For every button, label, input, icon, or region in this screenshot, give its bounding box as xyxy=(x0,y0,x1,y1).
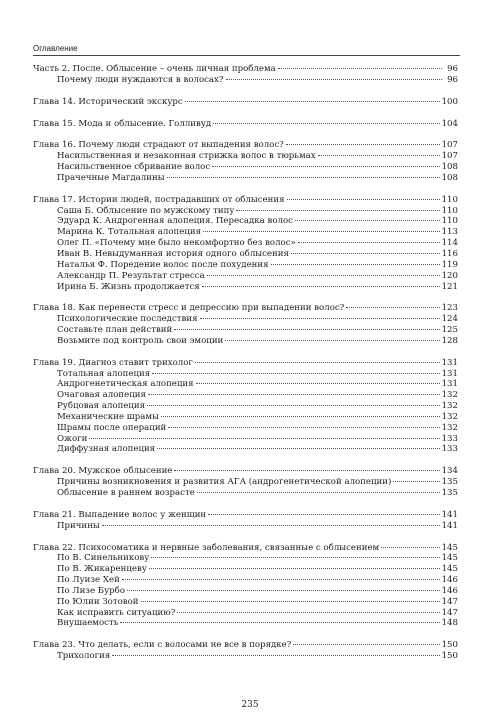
dot-leader xyxy=(152,373,439,374)
entry-title: Почему люди нуждаются в волосах? xyxy=(57,74,224,85)
dot-leader xyxy=(147,405,440,406)
dot-leader xyxy=(271,264,440,265)
entry-title: Как исправить ситуацию? xyxy=(57,607,176,618)
entry-title: Глава 19. Диагноз ставит трихолог xyxy=(33,357,193,368)
entry-title: Глава 23. Что делать, если с волосами не все в порядке? xyxy=(33,640,292,651)
entry-title: Рубцовая алопеция xyxy=(57,401,146,412)
toc-subentry xyxy=(33,434,458,445)
toc-subentry xyxy=(33,249,458,260)
toc-subentry xyxy=(33,151,458,162)
toc-chapter-entry xyxy=(33,140,458,151)
entry-title: Глава 15. Мода и облысение. Голливуд xyxy=(33,118,212,129)
toc-chapter-entry xyxy=(33,510,458,521)
header-rule xyxy=(33,55,460,56)
dot-leader xyxy=(200,318,440,319)
dot-leader xyxy=(141,601,440,602)
toc-chapter-entry xyxy=(33,97,458,108)
entry-title: Очаговая алопеция xyxy=(57,390,146,401)
entry-title: Глава 14. Исторический экскурс xyxy=(33,96,183,107)
toc-chapter-entry xyxy=(33,640,458,651)
entry-title: По В. Жикаренцеву xyxy=(57,564,147,575)
entry-page-number: 148 xyxy=(441,618,458,629)
entry-page-number: 107 xyxy=(441,140,458,151)
entry-page-number: 110 xyxy=(441,194,458,205)
entry-title: Глава 17. Истории людей, пострадавших от облысения xyxy=(33,194,285,205)
dot-leader xyxy=(102,525,440,526)
entry-title: По Юлии Зотовой xyxy=(57,596,139,607)
entry-title: Марина К. Тотальная алопеция xyxy=(57,227,202,238)
toc-group xyxy=(33,543,458,630)
toc-subentry xyxy=(33,379,458,390)
dot-leader xyxy=(236,210,439,211)
entry-page-number: 132 xyxy=(441,390,458,401)
dot-leader xyxy=(318,155,440,156)
dot-leader xyxy=(127,590,440,591)
table-of-contents xyxy=(33,64,458,673)
toc-subentry xyxy=(33,314,458,325)
dot-leader xyxy=(287,199,440,200)
toc-subentry xyxy=(33,553,458,564)
toc-group xyxy=(33,195,458,293)
entry-title: Глава 22. Психосоматика и нервные заболевания, связанные с облысением xyxy=(33,542,380,553)
entry-title: Ирина Б. Жизнь продолжается xyxy=(57,281,200,292)
entry-page-number: 133 xyxy=(441,444,458,455)
running-head: Оглавление xyxy=(33,44,78,53)
toc-subentry xyxy=(33,325,458,336)
toc-chapter-entry xyxy=(33,543,458,554)
entry-page-number: 147 xyxy=(441,607,458,618)
entry-title: Глава 21. Выпадение волос у женщин xyxy=(33,509,207,520)
toc-subentry xyxy=(33,488,458,499)
dot-leader xyxy=(298,242,440,243)
entry-title: Андрогенетическая алопеция xyxy=(57,379,194,390)
dot-leader xyxy=(196,383,440,384)
entry-page-number: 120 xyxy=(441,270,458,281)
dot-leader xyxy=(293,644,439,645)
toc-chapter-entry xyxy=(33,64,458,75)
entry-title: По Лизе Бурбо xyxy=(57,585,126,596)
entry-title: Насильственное сбривание волос xyxy=(57,162,211,173)
toc-subentry xyxy=(33,173,458,184)
dot-leader xyxy=(149,568,440,569)
entry-title: Психологические последствия xyxy=(57,314,198,325)
toc-group xyxy=(33,303,458,346)
dot-leader xyxy=(225,340,439,341)
dot-leader xyxy=(213,123,439,124)
dot-leader xyxy=(212,166,439,167)
entry-title: Глава 20. Мужское облысение xyxy=(33,466,173,477)
entry-title: Механические шрамы xyxy=(57,411,159,422)
toc-chapter-entry xyxy=(33,466,458,477)
entry-page-number: 104 xyxy=(441,118,458,129)
dot-leader xyxy=(122,579,440,580)
toc-subentry xyxy=(33,444,458,455)
entry-page-number: 132 xyxy=(441,411,458,422)
entry-title: Глава 16. Почему люди страдают от выпадения волос? xyxy=(33,140,284,151)
entry-page-number: 96 xyxy=(447,74,458,85)
entry-page-number: 135 xyxy=(441,488,458,498)
entry-page-number: 131 xyxy=(441,379,458,390)
entry-title: Насильственная и незаконная стрижка волос в тюрьмах xyxy=(57,151,316,162)
dot-leader xyxy=(346,307,439,308)
dot-leader xyxy=(157,448,439,449)
entry-page-number: 146 xyxy=(441,575,458,586)
toc-chapter-entry xyxy=(33,195,458,206)
entry-title: Диффузная алопеция xyxy=(57,444,156,455)
toc-subentry xyxy=(33,238,458,249)
toc-subentry xyxy=(33,369,458,380)
toc-subentry xyxy=(33,618,458,629)
entry-title: Ожоги xyxy=(57,433,88,444)
entry-page-number: 100 xyxy=(441,96,458,107)
dot-leader xyxy=(278,68,442,69)
entry-title: Прачечные Магдалины xyxy=(57,172,165,183)
entry-page-number: 121 xyxy=(441,281,458,292)
entry-page-number: 108 xyxy=(441,172,458,183)
toc-subentry xyxy=(33,271,458,282)
entry-page-number: 128 xyxy=(441,335,458,346)
dot-leader xyxy=(174,470,439,471)
entry-page-number: 141 xyxy=(441,509,458,520)
entry-page-number: 141 xyxy=(441,520,458,531)
entry-title: Часть 2. После. Облысение – очень личная проблема xyxy=(33,64,276,74)
entry-page-number: 125 xyxy=(441,325,458,336)
entry-title: Причины xyxy=(57,520,100,531)
dot-leader xyxy=(197,492,440,493)
dot-leader xyxy=(151,557,439,558)
entry-page-number: 132 xyxy=(441,401,458,412)
entry-page-number: 150 xyxy=(441,640,458,651)
toc-group xyxy=(33,64,458,86)
entry-page-number: 150 xyxy=(441,651,458,662)
entry-title: Тотальная алопеция xyxy=(57,368,151,379)
entry-page-number: 116 xyxy=(441,248,458,259)
toc-subentry xyxy=(33,401,458,412)
entry-title: Облысение в раннем возрасте xyxy=(57,488,195,498)
dot-leader xyxy=(195,362,440,363)
dot-leader xyxy=(202,286,440,287)
entry-page-number: 131 xyxy=(441,357,458,368)
entry-page-number: 147 xyxy=(441,596,458,607)
entry-title: Глава 18. Как перенести стресс и депрессию при выпадении волос? xyxy=(33,303,345,314)
entry-page-number: 133 xyxy=(441,433,458,444)
toc-subentry xyxy=(33,477,458,488)
entry-title: Иван В. Невыдуманная история одного облысения xyxy=(57,248,289,259)
dot-leader xyxy=(381,547,439,548)
toc-subentry xyxy=(33,162,458,173)
toc-subentry xyxy=(33,260,458,271)
dot-leader xyxy=(203,231,440,232)
toc-subentry xyxy=(33,564,458,575)
dot-leader xyxy=(112,655,439,656)
toc-subentry xyxy=(33,412,458,423)
toc-group xyxy=(33,466,458,499)
entry-title: По В. Синельникову xyxy=(57,553,150,564)
entry-title: По Луизе Хей xyxy=(57,575,120,586)
entry-title: Трихология xyxy=(57,651,111,662)
toc-group xyxy=(33,140,458,183)
entry-title: Внушаемость xyxy=(57,618,119,629)
toc-subentry xyxy=(33,206,458,217)
toc-group xyxy=(33,510,458,532)
entry-title: Олег П. «Почему мне было некомфортно без волос» xyxy=(57,238,296,249)
entry-title: Саша Б. Облысение по мужскому типу xyxy=(57,205,235,216)
dot-leader xyxy=(226,79,442,80)
toc-group xyxy=(33,640,458,662)
entry-page-number: 108 xyxy=(441,162,458,173)
toc-group xyxy=(33,358,458,456)
dot-leader xyxy=(120,622,439,623)
toc-subentry xyxy=(33,75,458,86)
dot-leader xyxy=(286,144,440,145)
toc-subentry xyxy=(33,608,458,619)
entry-page-number: 145 xyxy=(441,553,458,564)
toc-subentry xyxy=(33,651,458,662)
entry-page-number: 110 xyxy=(441,216,458,227)
toc-group xyxy=(33,119,458,130)
entry-page-number: 145 xyxy=(441,564,458,575)
dot-leader xyxy=(174,329,439,330)
dot-leader xyxy=(185,101,440,102)
entry-page-number: 107 xyxy=(441,151,458,162)
entry-page-number: 110 xyxy=(441,205,458,216)
toc-subentry xyxy=(33,575,458,586)
entry-title: Наталья Ф. Поредение волос после похудения xyxy=(57,259,269,270)
dot-leader xyxy=(177,612,439,613)
toc-subentry xyxy=(33,227,458,238)
toc-subentry xyxy=(33,521,458,532)
toc-subentry xyxy=(33,586,458,597)
entry-title: Шрамы после операций xyxy=(57,422,167,433)
page-number: 235 xyxy=(241,700,259,710)
entry-page-number: 124 xyxy=(441,314,458,325)
dot-leader xyxy=(168,427,439,428)
entry-page-number: 96 xyxy=(447,64,458,74)
toc-chapter-entry xyxy=(33,358,458,369)
dot-leader xyxy=(161,416,440,417)
dot-leader xyxy=(207,275,440,276)
toc-subentry xyxy=(33,336,458,347)
toc-group xyxy=(33,97,458,108)
entry-page-number: 132 xyxy=(441,422,458,433)
dot-leader xyxy=(89,438,439,439)
entry-page-number: 146 xyxy=(441,585,458,596)
entry-page-number: 131 xyxy=(441,368,458,379)
entry-page-number: 114 xyxy=(441,238,458,249)
dot-leader xyxy=(393,481,439,482)
toc-subentry xyxy=(33,390,458,401)
toc-subentry xyxy=(33,423,458,434)
entry-page-number: 119 xyxy=(441,259,458,270)
entry-title: Александр П. Результат стресса xyxy=(57,270,205,281)
dot-leader xyxy=(295,220,440,221)
dot-leader xyxy=(208,514,439,515)
entry-title: Составьте план действий xyxy=(57,325,173,336)
entry-title: Возьмите под контроль свои эмоции xyxy=(57,335,224,346)
dot-leader xyxy=(291,253,440,254)
entry-title: Эдуард К. Андрогенная алопеция. Пересадка волос xyxy=(57,216,293,227)
entry-page-number: 135 xyxy=(441,477,458,488)
entry-page-number: 113 xyxy=(441,227,458,238)
entry-title: Причины возникновения и развития АГА (андрогенетической алопеции) xyxy=(57,477,392,488)
dot-leader xyxy=(148,394,440,395)
toc-chapter-entry xyxy=(33,303,458,314)
entry-page-number: 134 xyxy=(441,466,458,477)
toc-subentry xyxy=(33,282,458,293)
toc-chapter-entry xyxy=(33,119,458,130)
toc-subentry xyxy=(33,597,458,608)
dot-leader xyxy=(167,177,440,178)
entry-page-number: 123 xyxy=(441,303,458,314)
toc-subentry xyxy=(33,216,458,227)
entry-page-number: 145 xyxy=(441,542,458,553)
